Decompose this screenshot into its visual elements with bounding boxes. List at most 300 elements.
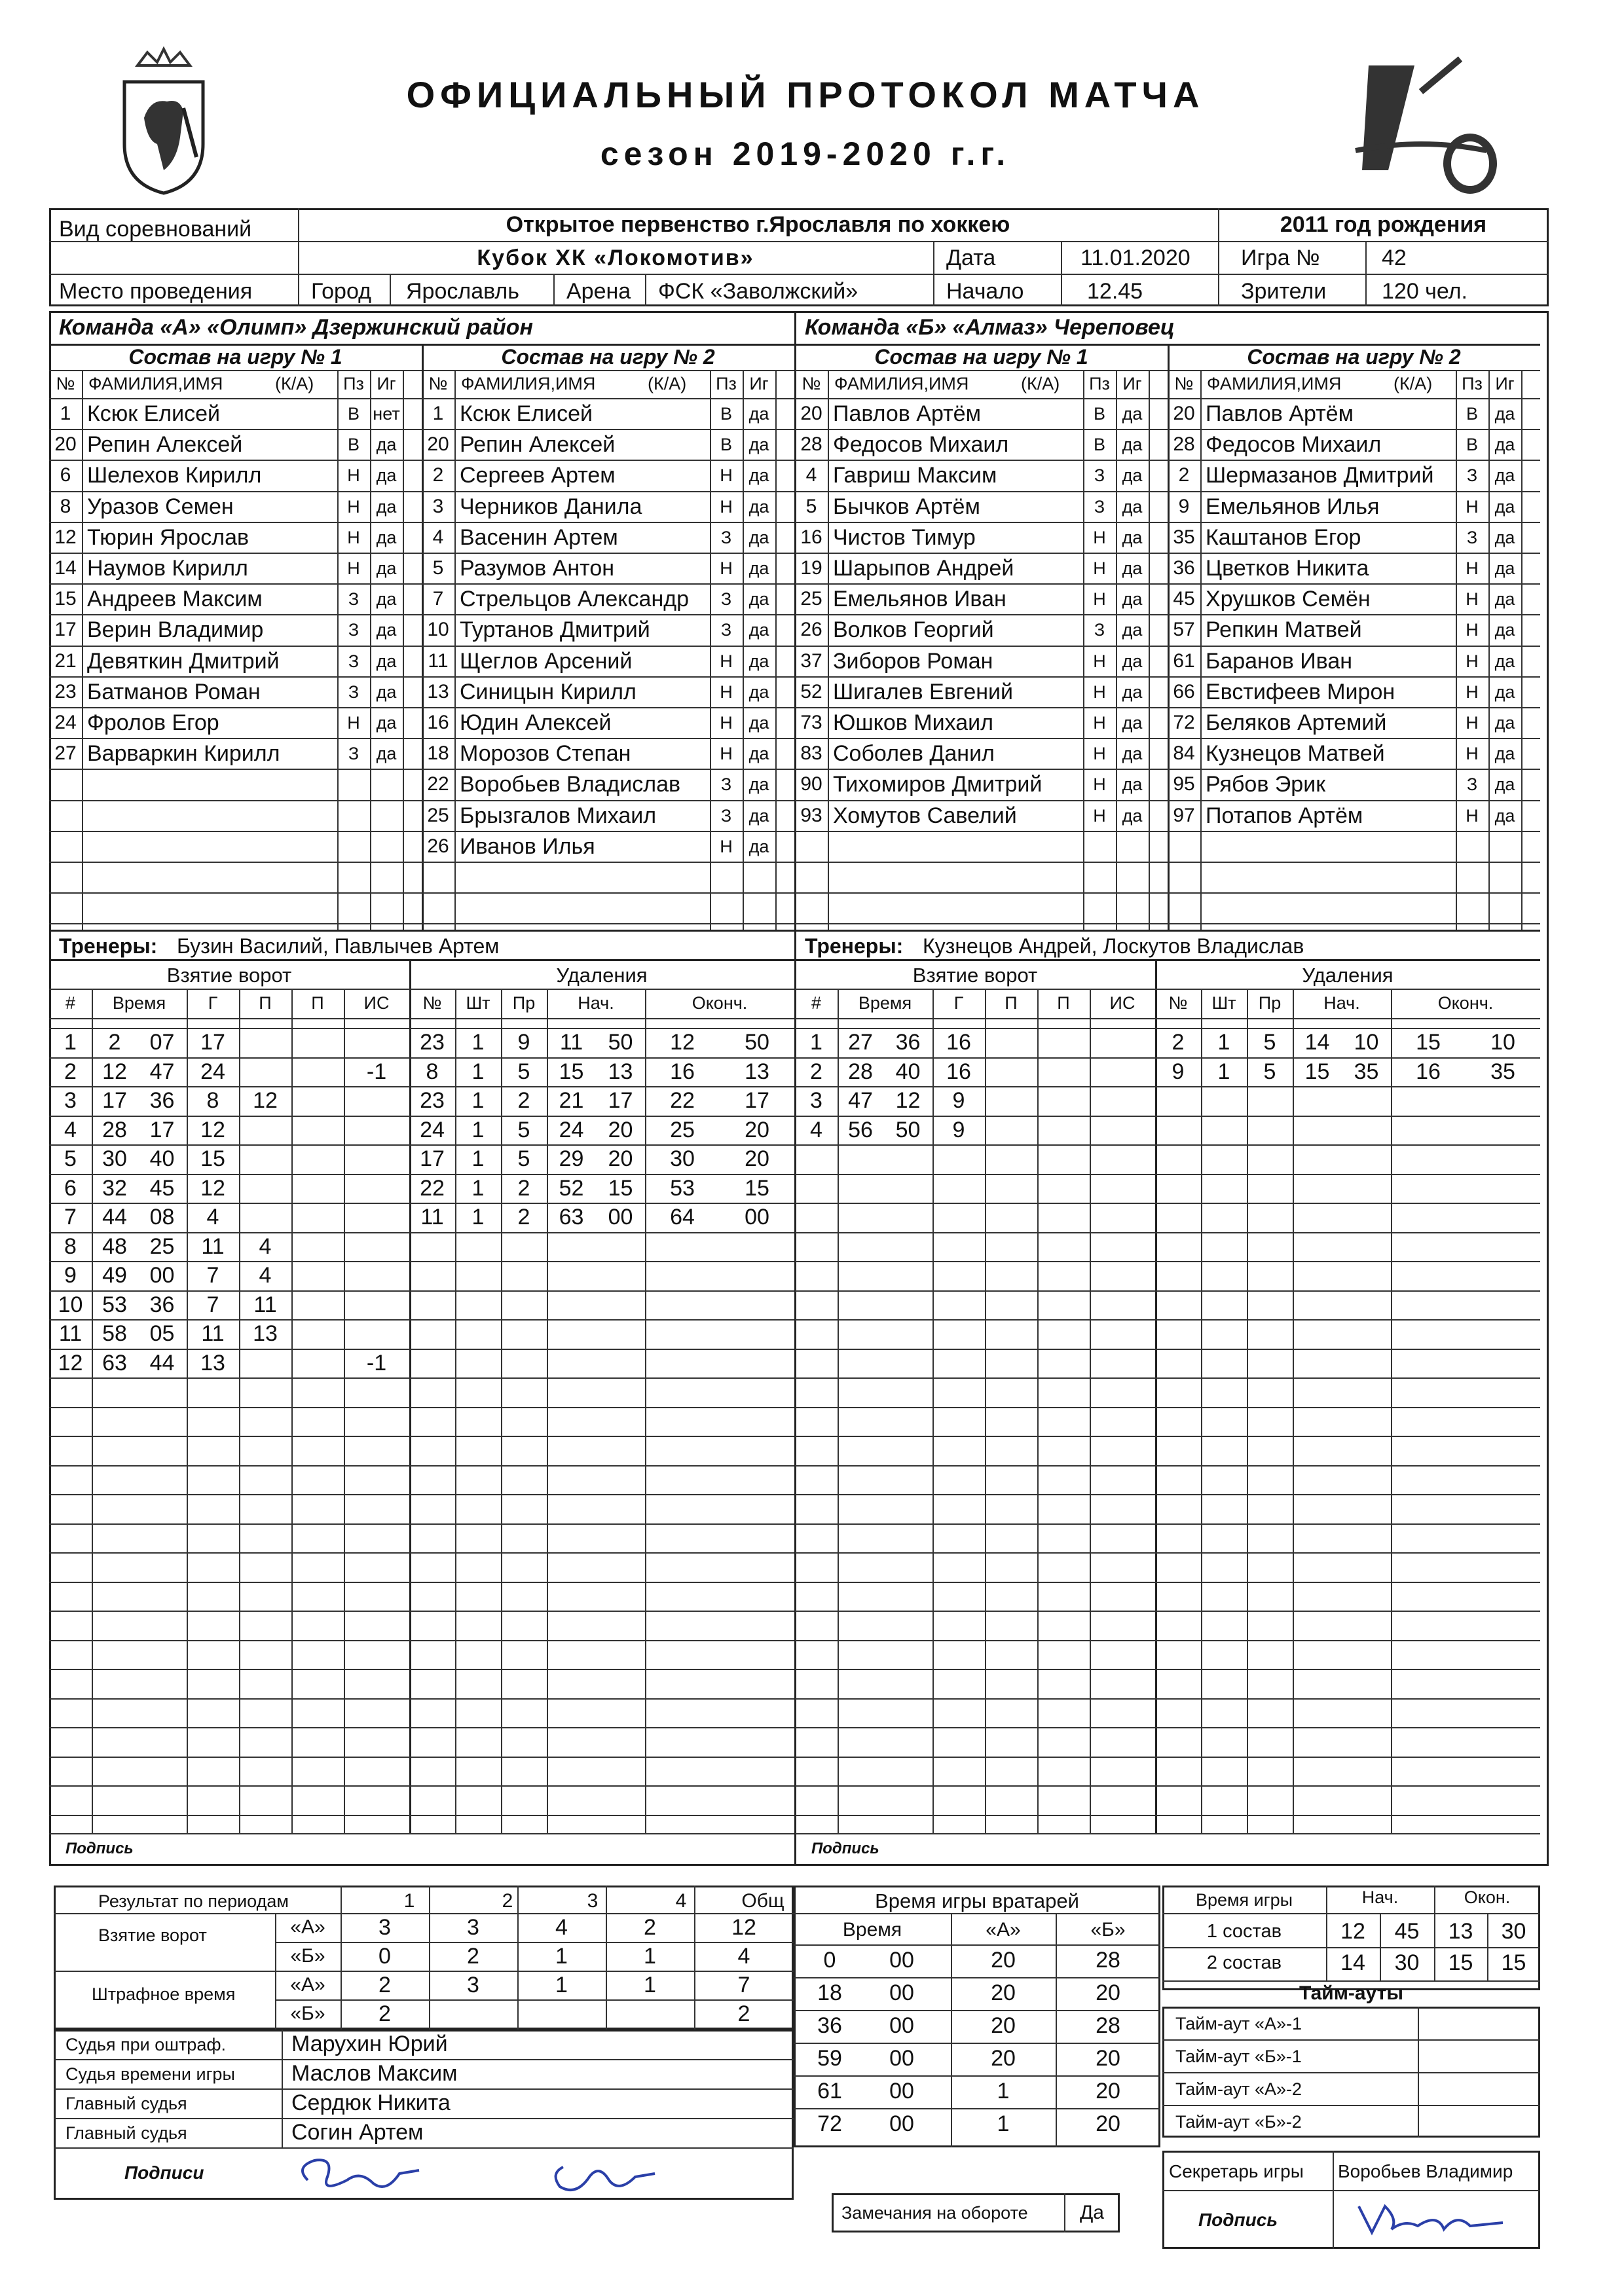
rule-line [1155, 1203, 1540, 1204]
rule-line [795, 1552, 1155, 1554]
player-number: 20 [1173, 403, 1195, 424]
player-name: Тихомиров Дмитрий [833, 772, 1043, 797]
penalty-start-sec: 50 [608, 1030, 633, 1055]
period-value: 1 [644, 1973, 656, 1997]
roster-header-name: ФАМИЛИЯ,ИМЯ [88, 374, 223, 393]
player-played: да [1494, 435, 1515, 455]
rule-line [409, 1465, 794, 1467]
goal-scorer: 24 [200, 1059, 225, 1084]
rule-line [1162, 2105, 1540, 2106]
rule-line [795, 1640, 1155, 1641]
player-name: Девяткин Дмитрий [87, 648, 280, 674]
player-name: Сергеев Артем [460, 463, 616, 488]
player-position: Н [1093, 744, 1106, 764]
player-name: Верин Владимир [87, 617, 264, 643]
penalty-end-min: 64 [670, 1205, 695, 1230]
rule-line [422, 553, 794, 554]
goal-second: 36 [895, 1030, 921, 1055]
player-name: Иванов Илья [460, 833, 595, 859]
player-position: З [348, 682, 360, 702]
player-number: 73 [800, 712, 822, 733]
player-played: да [748, 496, 769, 517]
rule-line [1168, 614, 1540, 615]
rule-line [775, 370, 777, 930]
period-value: 2 [737, 2001, 750, 2026]
player-number: 1 [60, 403, 71, 424]
player-position: Н [1466, 682, 1479, 702]
player-position: Н [1093, 774, 1106, 795]
player-name: Синицын Кирилл [460, 679, 637, 704]
roster-header-role: (К/А) [1393, 374, 1433, 393]
rule-line [49, 429, 422, 430]
player-name: Тюрин Ярослав [87, 524, 249, 550]
rule-line [1155, 1144, 1540, 1146]
rule-line [794, 1944, 1160, 1946]
player-position: Н [720, 465, 733, 486]
player-name: Уразов Семен [87, 494, 234, 519]
player-name: Павлов Артём [833, 401, 981, 426]
player-position: Н [1093, 651, 1106, 671]
roster-header-role: (К/А) [275, 374, 314, 393]
goals-header: # [811, 993, 822, 1013]
rule-line [49, 800, 422, 801]
roster-header-played: Иг [1495, 374, 1515, 393]
rule-line [795, 614, 1168, 615]
rule-line [49, 707, 422, 708]
rule-line [1155, 1523, 1540, 1525]
rule-line [795, 1407, 1155, 1408]
goal-number: 3 [810, 1088, 822, 1113]
player-played: да [376, 744, 397, 764]
rule-line [409, 1290, 794, 1292]
player-played: да [1494, 465, 1515, 486]
rule-line [49, 862, 422, 863]
player-number: 28 [1173, 433, 1195, 456]
player-number: 2 [1178, 464, 1190, 486]
player-played: да [1122, 435, 1143, 455]
player-number: 35 [1173, 526, 1195, 548]
arena-value: ФСК «Заволжский» [658, 279, 858, 304]
official-role: Судья при оштраф. [65, 2035, 227, 2054]
goal-scorer: 13 [200, 1350, 225, 1376]
rule-line [422, 707, 794, 708]
penalty-end-sec: 13 [745, 1059, 769, 1084]
penalty-reason: 5 [517, 1059, 530, 1084]
game-time-value: 30 [1501, 1919, 1526, 1944]
goal-minute: 44 [102, 1205, 127, 1230]
game-time-row-label: 1 состав [1206, 1921, 1282, 1942]
goalie-a-value: 20 [991, 2046, 1016, 2071]
rule-line [795, 1698, 1155, 1700]
player-number: 15 [54, 588, 77, 610]
signatures-label: Подписи [124, 2162, 204, 2183]
game-time-value: 45 [1394, 1919, 1420, 1944]
rule-line [795, 1833, 1540, 1834]
penalty-reason: 5 [1263, 1030, 1276, 1055]
rule-line [794, 1977, 1160, 1978]
penalty-end-sec: 20 [745, 1146, 769, 1171]
rule-line [1155, 1640, 1540, 1641]
player-number: 2 [432, 464, 444, 486]
rule-line [1168, 646, 1540, 647]
penalty-reason: 2 [517, 1205, 530, 1230]
player-number: 10 [427, 619, 449, 641]
rule-line [1168, 553, 1540, 554]
secretary-signature-label: Подпись [1198, 2210, 1278, 2230]
timeout-item: Тайм-аут «А»-2 [1175, 2079, 1302, 2099]
goal-minute: 17 [102, 1088, 127, 1113]
rule-line [49, 1465, 409, 1467]
rule-line [49, 1407, 409, 1408]
goalie-a-value: 20 [991, 2013, 1016, 2038]
period-col: 3 [587, 1890, 599, 1912]
penalty-player: 17 [420, 1146, 445, 1171]
goal-scorer: 7 [206, 1292, 219, 1317]
penalty-start-min: 24 [559, 1117, 584, 1142]
arena-label: Арена [566, 279, 631, 304]
official-role: Судья времени игры [65, 2064, 235, 2084]
player-name: Черников Данила [460, 494, 642, 519]
penalty-player: 2 [1172, 1030, 1185, 1055]
goal-scorer: 9 [952, 1117, 965, 1142]
rule-line [795, 1203, 1155, 1204]
goal-number: 4 [64, 1117, 77, 1142]
rule-line [454, 370, 456, 930]
season-subtitle: сезон 2019-2020 г.г. [600, 136, 1011, 172]
player-number: 7 [432, 588, 444, 610]
goalie-second: 00 [889, 2079, 914, 2104]
secretary-label: Секретарь игры [1169, 2161, 1304, 2181]
penalty-start-min: 11 [559, 1030, 583, 1055]
penalty-start-sec: 17 [608, 1088, 633, 1113]
rule-line [795, 1757, 1155, 1758]
penalty-start-min: 15 [1304, 1059, 1330, 1084]
competition-label: Вид соревнований [59, 217, 252, 242]
rule-line [422, 522, 794, 523]
period-value: 4 [737, 1944, 750, 1969]
player-played: да [748, 713, 769, 733]
player-position: З [720, 527, 732, 547]
rule-line [49, 1785, 409, 1787]
rule-line [422, 491, 794, 492]
player-played: да [1494, 558, 1515, 578]
player-position: Н [1093, 682, 1106, 702]
rule-line [795, 1582, 1155, 1583]
player-played: да [376, 620, 397, 640]
goals-header: ИС [363, 993, 390, 1013]
rule-line [422, 429, 794, 430]
goal-scorer: 7 [206, 1263, 219, 1288]
goalie-b-col: «Б» [1090, 1919, 1126, 1941]
game-time-end: Окон. [1464, 1887, 1511, 1907]
rule-line [1155, 1785, 1540, 1787]
goal-second: 05 [149, 1321, 175, 1346]
rule-line [409, 1261, 794, 1262]
start-label: Начало [946, 279, 1024, 304]
penalty-reason: 2 [517, 1175, 530, 1201]
roster-header-num: № [1174, 374, 1194, 393]
rule-line [49, 676, 422, 678]
player-played: да [1122, 651, 1143, 671]
rule-line [1149, 370, 1150, 930]
roster-header-num: № [802, 374, 821, 393]
penalty-end-min: 53 [670, 1175, 695, 1201]
player-number: 8 [60, 495, 71, 517]
rule-line [1155, 1582, 1540, 1583]
player-name: Репин Алексей [460, 432, 616, 458]
team-marker: «А» [290, 1916, 325, 1938]
roster-header-name: ФАМИЛИЯ,ИМЯ [1207, 374, 1342, 393]
penalty-start-sec: 20 [608, 1146, 633, 1171]
teamA-coaches-label: Тренеры: [59, 934, 158, 958]
goal-second: 45 [149, 1175, 175, 1201]
player-played: да [376, 713, 397, 733]
player-name: Щеглов Арсений [460, 648, 633, 674]
goal-scorer: 9 [952, 1088, 965, 1113]
player-played: да [1494, 589, 1515, 610]
team-marker: «Б» [290, 1945, 325, 1967]
goal-number: 5 [64, 1146, 77, 1171]
game-time-label: Время игры [1195, 1890, 1293, 1910]
roster-header-num: № [428, 374, 448, 393]
player-played: да [748, 620, 769, 640]
signature-image [1346, 2193, 1529, 2246]
player-number: 11 [428, 649, 449, 672]
team-marker: «А» [290, 1974, 325, 1995]
player-position: Н [720, 651, 733, 671]
goal-number: 2 [64, 1059, 77, 1084]
rule-line [1168, 398, 1540, 399]
rule-line [422, 614, 794, 615]
goalie-b-value: 20 [1096, 1980, 1120, 2005]
player-number: 4 [432, 526, 444, 548]
penalty-end-sec: 15 [745, 1175, 769, 1201]
goalie-b-value: 28 [1096, 2013, 1120, 2038]
rule-line [409, 1407, 794, 1408]
player-number: 97 [1173, 804, 1195, 826]
rule-line [795, 1290, 1155, 1292]
rule-line [795, 1436, 1155, 1437]
penalty-end-min: 12 [670, 1030, 695, 1055]
player-number: 23 [54, 680, 77, 702]
rule-line [1162, 2039, 1540, 2041]
player-position: Н [1466, 713, 1479, 733]
goal-second: 25 [149, 1233, 175, 1259]
player-number: 25 [800, 588, 822, 610]
player-position: З [348, 620, 360, 640]
player-played: да [1494, 744, 1515, 764]
player-number: 12 [54, 526, 77, 548]
player-name: Гавриш Максим [833, 463, 997, 488]
rule-line [422, 583, 794, 585]
goalie-b-value: 20 [1096, 2079, 1120, 2104]
player-played: да [376, 496, 397, 517]
rule-line [795, 930, 1540, 932]
rule-line [1155, 1319, 1540, 1321]
player-name: Хрушков Семён [1206, 587, 1371, 612]
rule-line [409, 1523, 794, 1525]
player-position: В [1466, 404, 1478, 424]
player-number: 14 [54, 557, 77, 579]
rule-line [1155, 1377, 1540, 1379]
signature-image [537, 2147, 668, 2200]
rule-line [49, 1494, 409, 1495]
teamA-penalties-label: Удаления [556, 964, 648, 987]
rule-line [795, 1144, 1155, 1146]
player-position: Н [720, 713, 733, 733]
player-position: Н [347, 465, 360, 486]
rule-line [49, 989, 794, 990]
goalie-second: 00 [889, 2111, 914, 2136]
penalty-minutes: 1 [471, 1175, 485, 1201]
rule-line [795, 707, 1168, 708]
player-played: да [748, 435, 769, 455]
competition-value: Открытое первенство г.Ярославля по хоккею [506, 212, 1010, 237]
game-time-value: 15 [1501, 1950, 1526, 1975]
player-played: да [1122, 620, 1143, 640]
player-name: Репин Алексей [87, 432, 243, 458]
player-number: 90 [800, 773, 822, 795]
player-played: да [1122, 744, 1143, 764]
rule-line [422, 862, 794, 863]
timeouts-label: Тайм-ауты [1299, 1982, 1403, 2004]
goal-minute: 32 [102, 1175, 127, 1201]
player-name: Каштанов Егор [1206, 524, 1361, 550]
penalty-end-min: 30 [670, 1146, 695, 1171]
rule-line [49, 1727, 409, 1728]
roster-header-played: Иг [377, 374, 396, 393]
goal-scorer: 12 [200, 1117, 225, 1142]
goal-scorer: 17 [200, 1030, 225, 1055]
rule-line [409, 1785, 794, 1787]
city-label: Город [311, 279, 371, 304]
player-position: Н [1466, 589, 1479, 610]
teamB-game1-label: Состав на игру № 1 [874, 345, 1088, 369]
period-value: 4 [555, 1915, 568, 1940]
rule-line [49, 553, 422, 554]
penalty-header: Пр [512, 993, 536, 1013]
penalty-header: Шт [466, 993, 490, 1013]
player-number: 16 [427, 712, 449, 733]
player-played: да [1122, 496, 1143, 517]
player-position: З [348, 589, 360, 610]
goal-minute: 12 [102, 1059, 127, 1084]
signature-image [288, 2147, 432, 2200]
rule-line [795, 1018, 1540, 1019]
pim-row-label: Штрафное время [92, 1984, 236, 2004]
penalty-minutes: 1 [1217, 1030, 1230, 1055]
player-name: Туртанов Дмитрий [460, 617, 650, 643]
player-name: Шигалев Евгений [833, 679, 1014, 704]
timeout-item: Тайм-аут «А»-1 [1175, 2014, 1302, 2033]
rule-line [49, 1018, 794, 1019]
rule-line [49, 1582, 409, 1583]
goal-scorer: 11 [201, 1233, 225, 1259]
player-number: 1 [432, 403, 444, 424]
rule-line [409, 1436, 794, 1437]
player-name: Баранов Иван [1206, 648, 1353, 674]
period-value: 0 [378, 1944, 391, 1969]
player-played: да [376, 558, 397, 578]
player-number: 25 [427, 804, 449, 826]
player-played: да [748, 682, 769, 702]
game-number-label: Игра № [1241, 246, 1320, 270]
goals-header: П [311, 993, 324, 1013]
player-position: В [347, 435, 360, 455]
period-value: 12 [731, 1915, 756, 1940]
rule-line [1155, 959, 1157, 1833]
goals-header: П [1057, 993, 1070, 1013]
place-label: Место проведения [59, 279, 253, 304]
roster-header-position: Пз [1089, 374, 1110, 393]
rule-line [795, 583, 1168, 585]
penalty-end-min: 16 [670, 1059, 695, 1084]
player-position: З [1466, 774, 1478, 795]
goal-assist1: 4 [259, 1263, 272, 1288]
player-played: нет [373, 404, 400, 424]
goalie-b-value: 28 [1096, 1948, 1120, 1973]
player-played: да [1494, 496, 1515, 517]
period-value: 3 [378, 1915, 391, 1940]
player-position: Н [720, 496, 733, 517]
penalty-start-sec: 20 [608, 1117, 633, 1142]
player-name: Рябов Эрик [1206, 772, 1326, 797]
player-position: Н [1466, 651, 1479, 671]
game-number-value: 42 [1382, 246, 1407, 270]
rule-line [828, 370, 829, 930]
rule-line [795, 1232, 1155, 1233]
penalty-end-sec: 17 [745, 1088, 769, 1113]
goal-number: 1 [810, 1030, 822, 1055]
player-played: да [376, 589, 397, 610]
penalty-player: 11 [420, 1205, 444, 1230]
rule-line [1380, 1913, 1381, 1980]
rule-line [795, 1523, 1155, 1525]
remarks-label: Замечания на обороте [841, 2203, 1028, 2223]
penalty-end-sec: 00 [745, 1205, 769, 1230]
player-played: да [748, 651, 769, 671]
rule-line [49, 738, 422, 739]
roster-header-position: Пз [343, 374, 364, 393]
rule-line [1155, 1611, 1540, 1612]
player-played: да [1122, 682, 1143, 702]
penalty-reason: 5 [517, 1117, 530, 1142]
goal-second: 17 [149, 1117, 175, 1142]
coat-of-arms-icon [111, 46, 216, 196]
player-played: да [1494, 620, 1515, 640]
goalie-second: 00 [889, 1980, 914, 2005]
goal-assist1: 12 [253, 1088, 278, 1113]
rule-line [1155, 1494, 1540, 1495]
rule-line [1521, 370, 1522, 930]
player-number: 72 [1173, 712, 1195, 733]
goals-header: Г [953, 993, 964, 1013]
roster-header-role: (К/А) [1021, 374, 1060, 393]
player-number: 13 [427, 680, 449, 702]
player-name: Чистов Тимур [833, 524, 976, 550]
goal-second: 00 [149, 1263, 175, 1288]
rule-line [49, 1833, 794, 1834]
goal-number: 10 [58, 1292, 83, 1317]
player-number: 16 [800, 526, 822, 548]
rule-line [795, 923, 1168, 924]
goal-minute: 49 [102, 1263, 127, 1288]
period-col: Общ [741, 1890, 784, 1912]
player-played: да [1494, 682, 1515, 702]
penalty-player: 8 [426, 1059, 439, 1084]
player-number: 45 [1173, 588, 1195, 610]
period-value: 1 [555, 1973, 568, 1997]
